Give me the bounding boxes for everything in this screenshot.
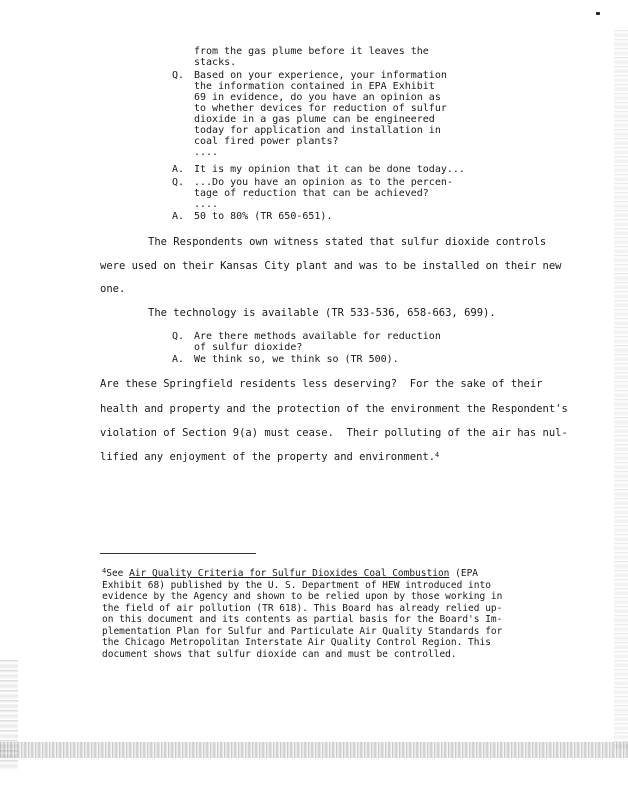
footnote-divider xyxy=(100,553,256,554)
para2-line: The technology is available (TR 533-536, 658-663, 699). xyxy=(148,307,496,319)
para3-line-3: violation of Section 9(a) must cease. Their polluting of the air has nul- xyxy=(100,427,568,439)
para1-line-3: one. xyxy=(100,283,126,295)
footnote-rest: (EPA Exhibit 68) published by the U. S. Department of HEW introduced into evidence by the Agency and shown to be relied upon by those working in the field of air pollution (TR 618). This Board has already relied up- on this document and its contents as partial basis for the Board's Im- plementation Plan for Sulfur and Particulate Air Quality Standards for the Chicago Metropolitan Interstate Air Quality Control Region. This document shows that sulfur dioxide can and must be controlled. xyxy=(102,568,503,660)
para3-line-1: Are these Springfield residents less deserving? For the sake of their xyxy=(100,378,543,390)
qa-tag-a3: A. xyxy=(172,354,185,365)
qa-answer-1-text: It is my opinion that it can be done today... xyxy=(194,164,465,175)
scan-edge-noise-bottom xyxy=(0,742,628,758)
qa-tag-a1: A. xyxy=(172,164,185,175)
qa-question-2-text: ...Do you have an opinion as to the percen- tage of reduction that can be achieved? .... xyxy=(194,177,453,210)
qa-question-1-text: Based on your experience, your information the information contained in EPA Exhibit 69 in evidence, do you have an opinion as to whether devices for reduction of sulfur dioxide in a gas plume can be engineered today for application and installation in coal fired power plants? .... xyxy=(194,70,447,158)
scan-edge-noise-right xyxy=(614,30,628,750)
qa-answer-2-text: 50 to 80% (TR 650-651). xyxy=(194,211,333,222)
para3-line-4 xyxy=(100,451,439,463)
qa-answer-3-text: We think so, we think so (TR 500). xyxy=(194,354,399,365)
para1-line-1: The Respondents own witness stated that sulfur dioxide controls xyxy=(148,236,547,248)
para3-line-4-text: lified any enjoyment of the property and environment. xyxy=(100,451,436,463)
footnote xyxy=(102,568,522,660)
footnote-title: Air Quality Criteria for Sulfur Dioxides Coal Combustion xyxy=(129,568,450,579)
qa-tag-q3: Q. xyxy=(172,331,185,342)
footnote-number: 4 xyxy=(102,567,107,575)
qa-question-3-text: Are there methods available for reduction of sulfur dioxide? xyxy=(194,331,441,353)
para3-line-2: health and property and the protection of the environment the Respondent's xyxy=(100,403,568,415)
para1-line-2: were used on their Kansas City plant and was to be installed on their new xyxy=(100,260,562,272)
footnote-marker: 4 xyxy=(435,451,440,459)
qa-continuation-text: from the gas plume before it leaves the stacks. xyxy=(194,46,429,68)
qa-tag-a2: A. xyxy=(172,211,185,222)
qa-tag-q1: Q. xyxy=(172,70,185,81)
scan-speck xyxy=(596,12,600,15)
footnote-see: See xyxy=(106,568,130,579)
qa-tag-q2: Q. xyxy=(172,177,185,188)
